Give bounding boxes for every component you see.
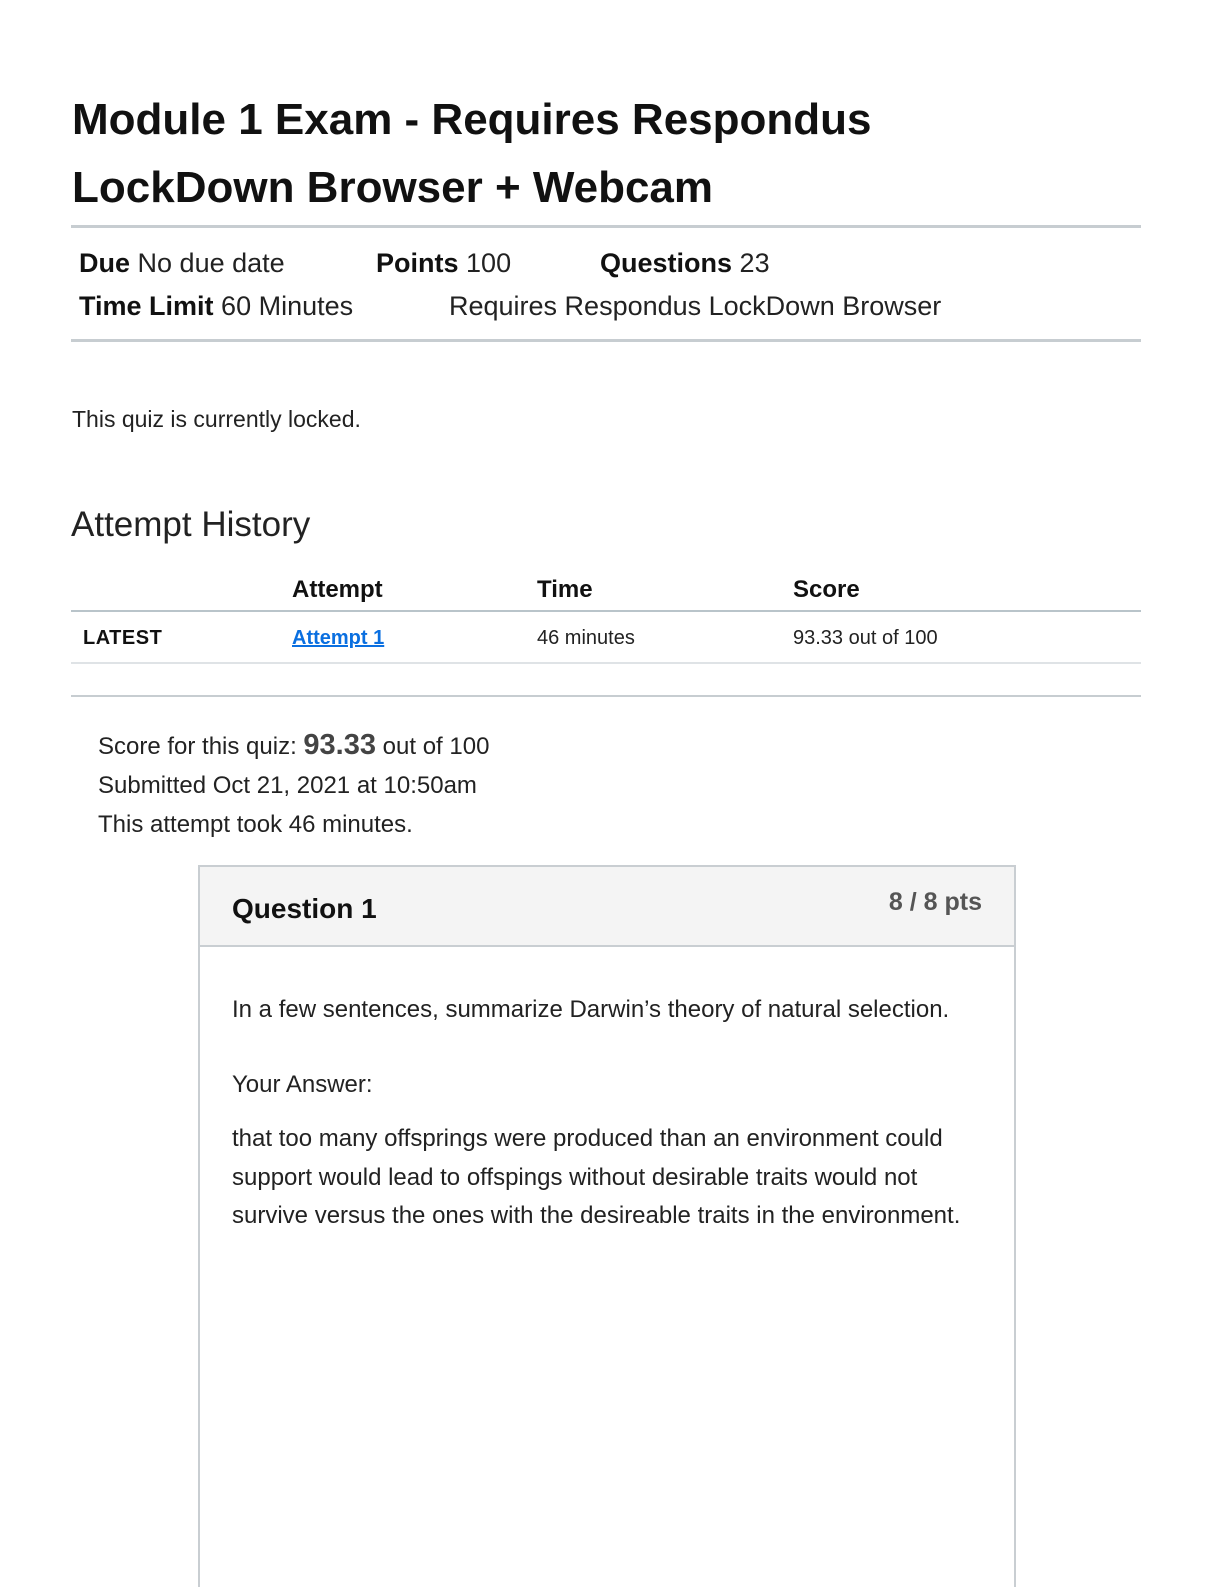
column-header-score: Score (793, 576, 860, 603)
due-label: Due (79, 248, 131, 278)
quiz-locked-message: This quiz is currently locked. (72, 406, 361, 432)
time-limit-detail (79, 286, 353, 326)
due-value: No due date (137, 248, 285, 278)
details-divider (71, 339, 1141, 342)
title-divider (71, 225, 1141, 228)
latest-label: LATEST (83, 627, 163, 649)
score-summary (98, 726, 489, 844)
student-answer: that too many offsprings were produced than an environment could support would lead to offspings without desirable traits would not survive versus the ones with the desireable traits in the environment. (232, 1125, 961, 1229)
table-header-divider (71, 610, 1141, 612)
question-body (232, 991, 982, 1236)
column-header-time: Time (537, 576, 593, 603)
answer-label: Your Answer: (232, 1070, 373, 1098)
question-title: Question 1 (232, 893, 377, 924)
time-limit-value: 60 Minutes (221, 291, 354, 321)
score-value: 93.33 (303, 729, 376, 761)
questions-label: Questions (600, 248, 733, 278)
score-suffix: out of 100 (382, 733, 490, 760)
attempt-history-heading: Attempt History (71, 505, 311, 544)
question-prompt: In a few sentences, summarize Darwin’s theory of natural selection. (232, 996, 950, 1023)
attempt-history-table (71, 570, 1141, 665)
attempt-duration: This attempt took 46 minutes. (98, 811, 413, 838)
time-limit-label: Time Limit (79, 291, 214, 321)
attempt-1-link[interactable]: Attempt 1 (292, 627, 385, 649)
points-value: 100 (466, 248, 512, 278)
attempt-score: 93.33 out of 100 (793, 627, 938, 649)
question-header (200, 867, 1014, 947)
lockdown-requirement: Requires Respondus LockDown Browser (449, 291, 942, 321)
history-divider (71, 695, 1141, 697)
submitted-date: Submitted Oct 21, 2021 at 10:50am (98, 772, 477, 799)
points-detail (376, 243, 511, 283)
table-row-divider (71, 662, 1141, 664)
score-line (98, 726, 489, 766)
question-points: 8 / 8 pts (888, 888, 982, 916)
column-header-attempt: Attempt (292, 576, 383, 603)
attempt-time: 46 minutes (537, 627, 635, 649)
questions-value: 23 (739, 248, 770, 278)
score-prefix: Score for this quiz: (98, 733, 297, 760)
due-detail (79, 243, 285, 283)
page-title: Module 1 Exam - Requires Respondus LockDown Browser + Webcam (72, 95, 872, 212)
points-label: Points (376, 248, 459, 278)
questions-detail (600, 243, 770, 283)
question-card (198, 865, 1016, 1587)
